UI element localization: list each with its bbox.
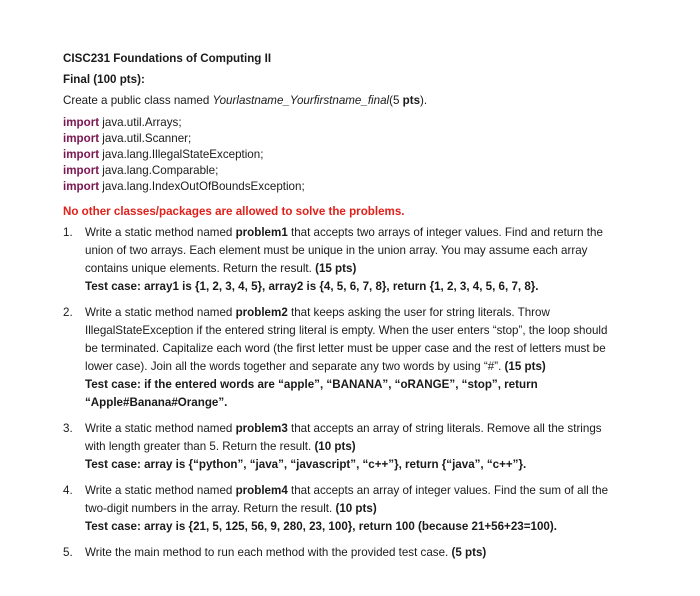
intro-middle: (5: [389, 94, 403, 107]
points: (10 pts): [335, 502, 377, 515]
import-line: [63, 131, 623, 147]
problem-number: 5.: [63, 546, 73, 559]
problem-text: that accepts an array of integer values. Find the sum of all the two-digit numbers in the array. Return the result.: [85, 484, 609, 515]
problem-description: [85, 224, 623, 278]
problem-item: [63, 224, 623, 296]
warning-note: No other classes/packages are allowed to solve the problems.: [63, 205, 405, 218]
method-name: problem1: [235, 226, 288, 239]
import-path: java.lang.IndexOutOfBoundsException;: [99, 180, 305, 193]
problem-description: [85, 482, 623, 518]
test-case: Test case: array1 is {1, 2, 3, 4, 5}, array2 is {4, 5, 6, 7, 8}, return {1, 2, 3, 4, 5, 6, 7, 8}.: [85, 280, 539, 293]
points: (10 pts): [314, 440, 356, 453]
problem-item: [63, 482, 623, 536]
problem-item: [63, 544, 623, 562]
method-name: problem2: [235, 306, 288, 319]
test-case: Test case: array is {“python”, “java”, “javascript”, “c++”}, return {“java”, “c++”}.: [85, 458, 527, 471]
problem-number: 4.: [63, 484, 73, 497]
problem-text: Write a static method named: [85, 484, 236, 497]
points: (5 pts): [451, 546, 487, 559]
import-keyword: import: [63, 148, 100, 161]
method-name: problem4: [235, 484, 288, 497]
class-name: Yourlastname_Yourfirstname_final: [212, 94, 390, 107]
test-case: Test case: if the entered words are “apple”, “BANANA”, “oRANGE”, “stop”, return “Apple#Banana#Orange”.: [85, 378, 538, 409]
test-case: Test case: array is {21, 5, 125, 56, 9, 280, 23, 100}, return 100 (because 21+56+23=100).: [85, 520, 557, 533]
import-keyword: import: [63, 164, 100, 177]
intro-line: [63, 92, 623, 110]
import-list: [63, 115, 623, 195]
problem-text: that accepts an array of string literals. Remove all the strings with length greater than 5. Return the result.: [85, 422, 602, 453]
problem-text: Write a static method named: [85, 422, 236, 435]
exam-document: [63, 50, 623, 570]
problem-text: that accepts two arrays of integer values. Find and return the union of two arrays. Each element must be unique in the union array. You may assume each array contains unique elements. Return the result.: [85, 226, 603, 275]
import-line: [63, 115, 623, 131]
intro-after: ).: [420, 94, 428, 107]
course-title: CISC231 Foundations of Computing II: [63, 52, 272, 65]
import-path: java.lang.IllegalStateException;: [99, 148, 264, 161]
import-path: java.lang.Comparable;: [99, 164, 219, 177]
import-keyword: import: [63, 116, 100, 129]
import-line: [63, 179, 623, 195]
problem-number: 2.: [63, 306, 73, 319]
problem-list: [63, 224, 623, 562]
import-path: java.util.Arrays;: [99, 116, 182, 129]
problem-number: 1.: [63, 226, 73, 239]
import-keyword: import: [63, 180, 100, 193]
problem-number: 3.: [63, 422, 73, 435]
exam-subtitle: Final (100 pts):: [63, 73, 145, 86]
problem-description: [85, 420, 623, 456]
import-line: [63, 147, 623, 163]
method-name: problem3: [235, 422, 288, 435]
problem-text: Write a static method named: [85, 226, 236, 239]
problem-description: [85, 304, 623, 376]
import-path: java.util.Scanner;: [99, 132, 192, 145]
problem-description: [85, 544, 623, 562]
import-line: [63, 163, 623, 179]
problem-text: Write a static method named: [85, 306, 236, 319]
points: (15 pts): [504, 360, 546, 373]
problem-text: Write the main method to run each method with the provided test case.: [85, 546, 452, 559]
intro-pts: pts: [402, 94, 421, 107]
points: (15 pts): [315, 262, 357, 275]
import-keyword: import: [63, 132, 100, 145]
problem-item: [63, 304, 623, 412]
intro-before: Create a public class named: [63, 94, 213, 107]
problem-text: that keeps asking the user for string literals. Throw IllegalStateException if the entered string literal is empty. When the user enters “stop”, the loop should be terminated. Capitalize each word (the first letter must be upper case and the rest of letters must be lower case). Join all the words together and separate any two words by using “#”.: [85, 306, 608, 373]
problem-item: [63, 420, 623, 474]
